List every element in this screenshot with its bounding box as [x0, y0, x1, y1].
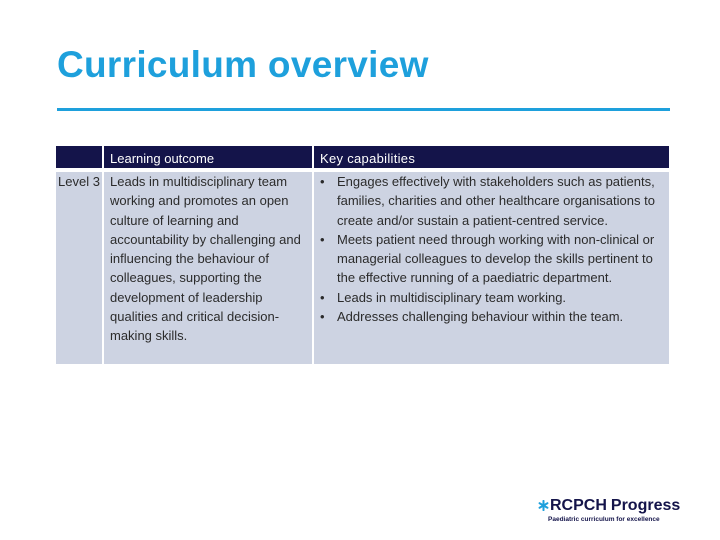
table-header-level	[56, 146, 104, 168]
level-cell: Level 3	[56, 172, 104, 364]
title-divider	[57, 108, 670, 111]
logo-name-rcpch: RCPCH	[550, 497, 607, 514]
learning-outcome-cell: Leads in multidisciplinary team working and promotes an open culture of learning and accountability by challenging and influencing the behaviour of colleagues, supporting the development of leadership qualities and critical decision-making skills.	[104, 172, 314, 364]
logo-tagline: Paediatric curriculum for excellence	[548, 516, 660, 523]
table-header-key-capabilities: Key capabilities	[314, 146, 669, 168]
capability-text: Engages effectively with stakeholders such as patients, families, charities and other healthcare organisations to create and/or sustain a patient-centred service.	[337, 174, 655, 228]
capability-text: Meets patient need through working with non-clinical or managerial colleagues to develop the skills pertinent to the effective running of a paediatric department.	[337, 231, 655, 286]
logo-wordmark	[538, 497, 680, 515]
capabilities-list	[320, 172, 665, 326]
table-row	[56, 172, 669, 364]
bullet-icon: •	[320, 231, 325, 247]
list-item	[320, 307, 665, 326]
list-item	[320, 288, 665, 307]
bullet-icon: •	[320, 289, 325, 305]
list-item	[320, 230, 665, 288]
capability-text: Leads in multidisciplinary team working.	[337, 289, 567, 305]
table-header-learning-outcome: Learning outcome	[104, 146, 314, 168]
rcpch-progress-logo	[538, 497, 680, 527]
bullet-icon: •	[320, 174, 325, 189]
list-item	[320, 172, 665, 230]
logo-name-progress: Progress	[610, 497, 681, 514]
slide-title: Curriculum overview	[57, 44, 429, 85]
bullet-icon: •	[320, 309, 325, 325]
star-icon	[538, 500, 549, 511]
curriculum-table	[56, 146, 669, 364]
table-header-row	[56, 146, 669, 168]
key-capabilities-cell	[314, 172, 669, 364]
capability-text: Addresses challenging behaviour within the team.	[337, 309, 624, 325]
